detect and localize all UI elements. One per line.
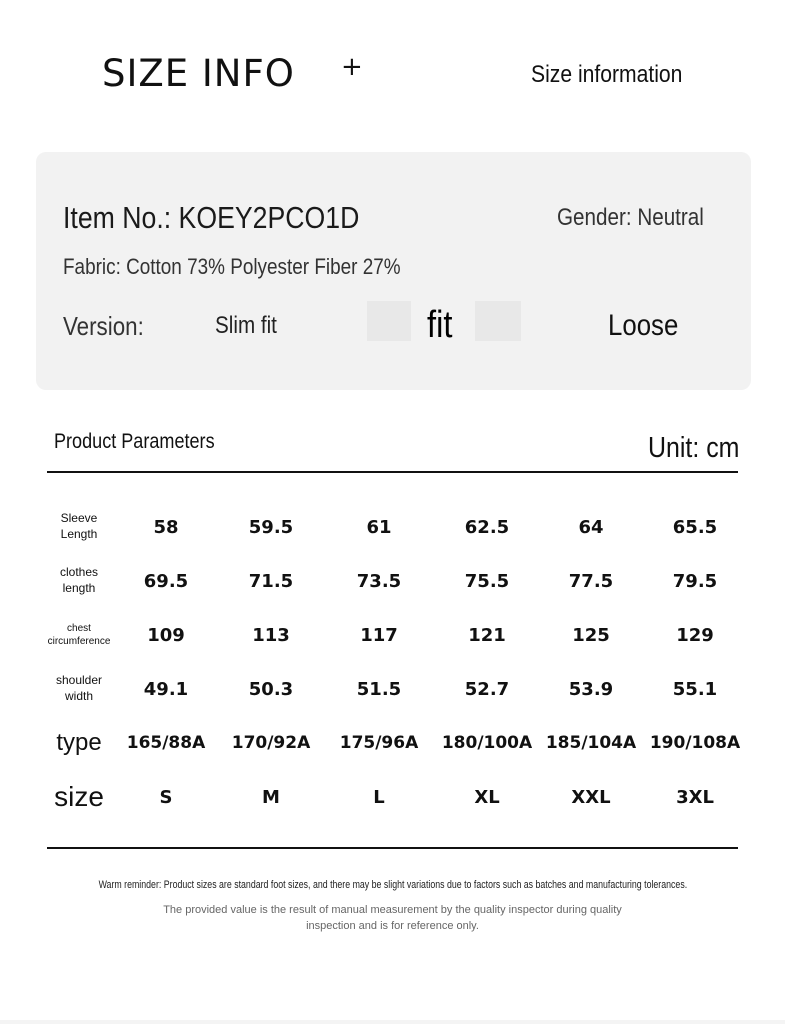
table-cell: 53.9 (568, 678, 614, 700)
table-cell: 3XL (676, 786, 714, 808)
version-option-loose: Loose (608, 309, 679, 342)
table-cell: 64 (578, 516, 604, 538)
table-cell: 61 (366, 516, 392, 538)
table-cell: 190/108A (649, 733, 741, 753)
row-label: Sleeve Length (60, 511, 98, 541)
table-cell: XL (474, 786, 500, 808)
table-cell: 69.5 (143, 570, 189, 592)
row-label: size (54, 780, 104, 812)
product-info-card (36, 152, 751, 390)
table-cell: 59.5 (248, 516, 294, 538)
plus-icon: + (341, 52, 363, 82)
table-cell: S (159, 786, 173, 808)
table-cell: 170/92A (231, 733, 311, 753)
version-option-fit: fit (427, 304, 453, 346)
product-parameters-title: Product Parameters (54, 430, 215, 453)
table-cell: L (373, 786, 385, 808)
table-row-clothes-length (47, 554, 747, 608)
version-label: Version: (63, 311, 144, 341)
table-row-size (47, 770, 747, 824)
table-cell: 185/104A (545, 733, 637, 753)
table-cell: 165/88A (126, 733, 206, 753)
measurement-note: The provided value is the result of manual measurement by the quality inspector during quality inspection and is for reference only. (163, 904, 622, 932)
unit-label: Unit: cm (648, 432, 740, 464)
table-cell: 77.5 (568, 570, 614, 592)
table-cell: 180/100A (441, 733, 533, 753)
row-label: chest circumference (47, 623, 111, 647)
table-cell: 58 (153, 516, 179, 538)
table-cell: 79.5 (672, 570, 718, 592)
table-bottom-divider (47, 847, 738, 849)
table-cell: 65.5 (672, 516, 718, 538)
table-cell: 62.5 (464, 516, 510, 538)
table-cell: 121 (468, 624, 506, 646)
gender-info: Gender: Neutral (557, 204, 704, 231)
table-cell: 125 (572, 624, 610, 646)
row-label: type (56, 729, 102, 757)
item-number: Item No.: KOEY2PCO1D (63, 200, 360, 235)
table-cell: 109 (147, 624, 185, 646)
table-cell: 117 (360, 624, 398, 646)
table-row-chest-circumference (47, 608, 747, 662)
table-row-shoulder-width (47, 662, 747, 716)
warm-reminder: Warm reminder: Product sizes are standard foot sizes, and there may be slight variations due to factors such as batches and manufacturing tolerances. (98, 879, 687, 891)
version-option-slim-fit: Slim fit (215, 312, 277, 339)
table-top-divider (47, 471, 738, 473)
table-cell: 49.1 (143, 678, 189, 700)
row-label: clothes length (59, 565, 99, 595)
table-cell: 55.1 (672, 678, 718, 700)
table-row-type (47, 716, 747, 770)
table-cell: 75.5 (464, 570, 510, 592)
table-cell: 51.5 (356, 678, 402, 700)
page-title: SIZE INFO (102, 52, 295, 95)
table-cell: 50.3 (248, 678, 294, 700)
table-row-sleeve-length (47, 500, 747, 554)
row-label: shoulder width (55, 673, 103, 703)
fabric-info: Fabric: Cotton 73% Polyester Fiber 27% (63, 254, 401, 279)
table-cell: 73.5 (356, 570, 402, 592)
table-cell: 52.7 (464, 678, 510, 700)
page-subtitle: Size information (531, 61, 683, 88)
bottom-strip (0, 1020, 785, 1024)
table-cell: 129 (676, 624, 714, 646)
table-cell: 71.5 (248, 570, 294, 592)
table-cell: M (262, 786, 280, 808)
table-cell: 113 (252, 624, 290, 646)
table-cell: 175/96A (339, 733, 419, 753)
table-cell: XXL (571, 786, 611, 808)
